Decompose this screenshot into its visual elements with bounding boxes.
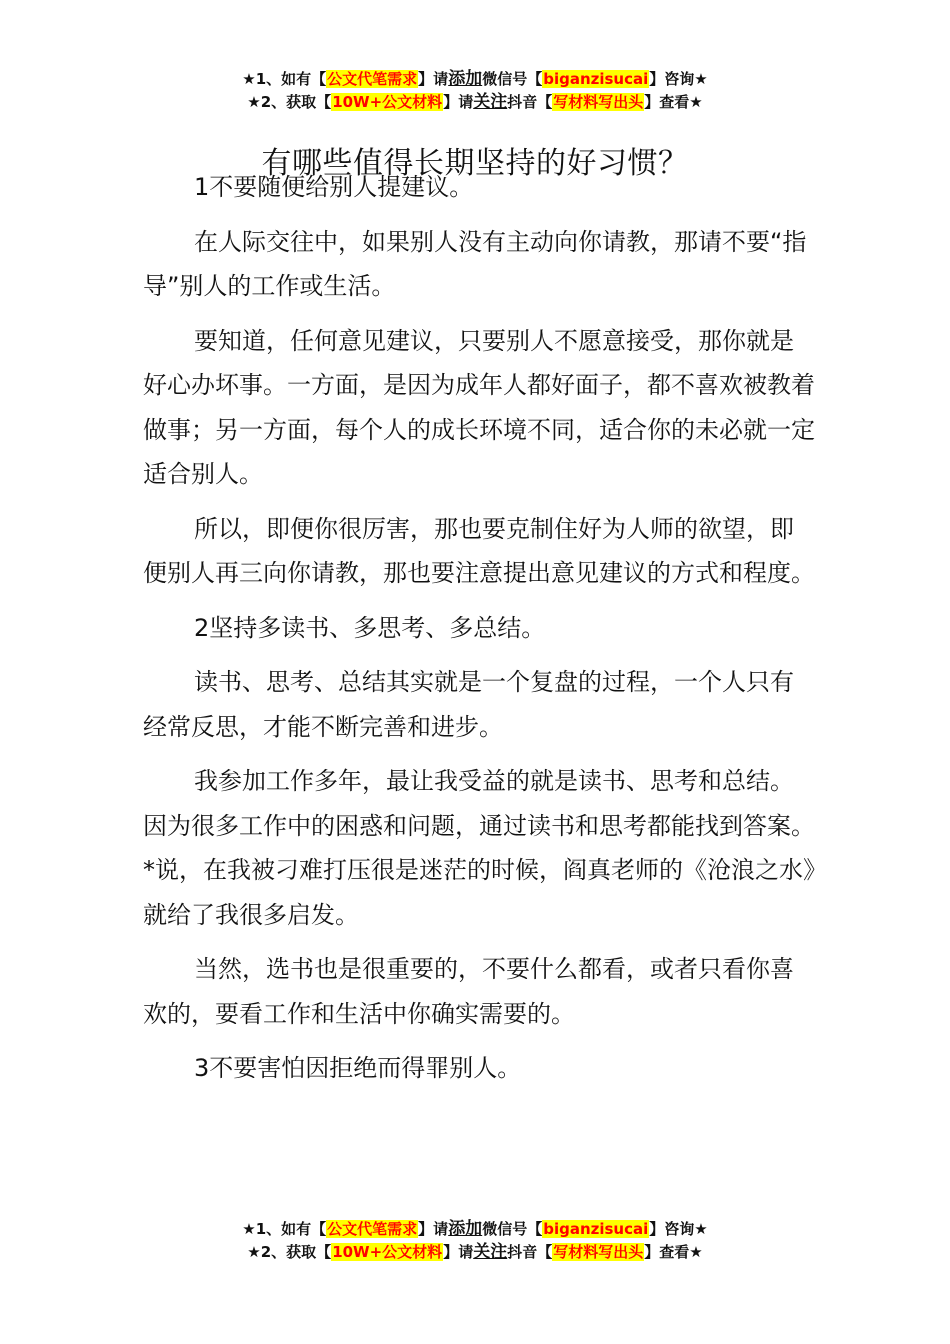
promo-text: 微信号【 — [482, 70, 543, 88]
promo-prefix: 1、如有【 — [255, 1220, 327, 1238]
promo-text: 】请 — [418, 70, 449, 88]
promo-highlight: 10W+公文材料 — [332, 93, 443, 111]
star-icon: ★ — [247, 93, 261, 111]
promo-suffix: 】咨询 — [649, 1220, 695, 1238]
promo-text: 抖音【 — [507, 1243, 553, 1261]
promo-text: 】请 — [443, 1243, 474, 1261]
promo-emphasis: 添加 — [448, 69, 483, 89]
section-heading-2: 2坚持多读书、多思考、多总结。 — [194, 613, 546, 642]
promo-suffix: 】查看 — [644, 1243, 690, 1261]
star-icon: ★ — [689, 93, 703, 111]
paragraph: 当然，选书也是很重要的，不要什么都看，或者只看你喜欢的，要看工作和生活中你确实需要的。 — [143, 955, 794, 1028]
paragraph: 在人际交往中，如果别人没有主动向你请教，那请不要“指导”别人的工作或生活。 — [143, 227, 807, 300]
promo-highlight: 公文代笔需求 — [327, 1220, 418, 1238]
promo-douyin-id: 写材料写出头 — [553, 1243, 644, 1261]
star-icon: ★ — [694, 70, 708, 88]
star-icon: ★ — [689, 1243, 703, 1261]
promo-emphasis: 关注 — [473, 92, 508, 112]
promo-suffix: 】咨询 — [649, 70, 695, 88]
footer-promo — [0, 1218, 950, 1264]
paragraph: 我参加工作多年，最让我受益的就是读书、思考和总结。因为很多工作中的困惑和问题，通过读书和思考都能找到答案。*说，在我被刁难打压很是迷茫的时候，阎真老师的《沧浪之水》就给了我很多启发。 — [143, 767, 815, 929]
section-heading-3: 3不要害怕因拒绝而得罪别人。 — [194, 1054, 522, 1082]
promo-highlight: 公文代笔需求 — [327, 70, 418, 88]
promo-line-1 — [0, 1218, 950, 1241]
star-icon: ★ — [242, 70, 256, 88]
section-heading-1: 1不要随便给别人提建议。 — [194, 173, 474, 201]
promo-text: 抖音【 — [507, 93, 553, 111]
promo-emphasis: 添加 — [448, 1219, 483, 1239]
star-icon: ★ — [694, 1220, 708, 1238]
promo-emphasis: 关注 — [473, 1242, 508, 1262]
promo-prefix: 2、获取【 — [260, 93, 332, 111]
promo-line-1 — [0, 68, 950, 91]
promo-wechat-id: biganzisucai — [543, 70, 649, 88]
promo-text: 】请 — [443, 93, 474, 111]
promo-line-2 — [0, 91, 950, 114]
paragraph: 要知道，任何意见建议，只要别人不愿意接受，那你就是好心办坏事。一方面，是因为成年人都好面子，都不喜欢被教着做事；另一方面，每个人的成长环境不同，适合你的未必就一定适合别人。 — [143, 326, 815, 488]
star-icon: ★ — [247, 1243, 261, 1261]
page-title: 有哪些值得长期坚持的好习惯？ — [261, 146, 689, 182]
promo-douyin-id: 写材料写出头 — [553, 93, 644, 111]
promo-prefix: 1、如有【 — [255, 70, 327, 88]
promo-wechat-id: biganzisucai — [543, 1220, 649, 1238]
promo-text: 】请 — [418, 1220, 449, 1238]
promo-text: 微信号【 — [482, 1220, 543, 1238]
promo-highlight: 10W+公文材料 — [332, 1243, 443, 1261]
promo-line-2 — [0, 1241, 950, 1264]
paragraph: 读书、思考、总结其实就是一个复盘的过程，一个人只有经常反思，才能不断完善和进步。 — [143, 668, 794, 741]
promo-prefix: 2、获取【 — [260, 1243, 332, 1261]
paragraph: 所以，即便你很厉害，那也要克制住好为人师的欲望，即便别人再三向你请教，那也要注意提出意见建议的方式和程度。 — [143, 514, 815, 587]
promo-suffix: 】查看 — [644, 93, 690, 111]
star-icon: ★ — [242, 1220, 256, 1238]
header-promo — [0, 68, 950, 114]
article-body — [143, 165, 815, 1101]
